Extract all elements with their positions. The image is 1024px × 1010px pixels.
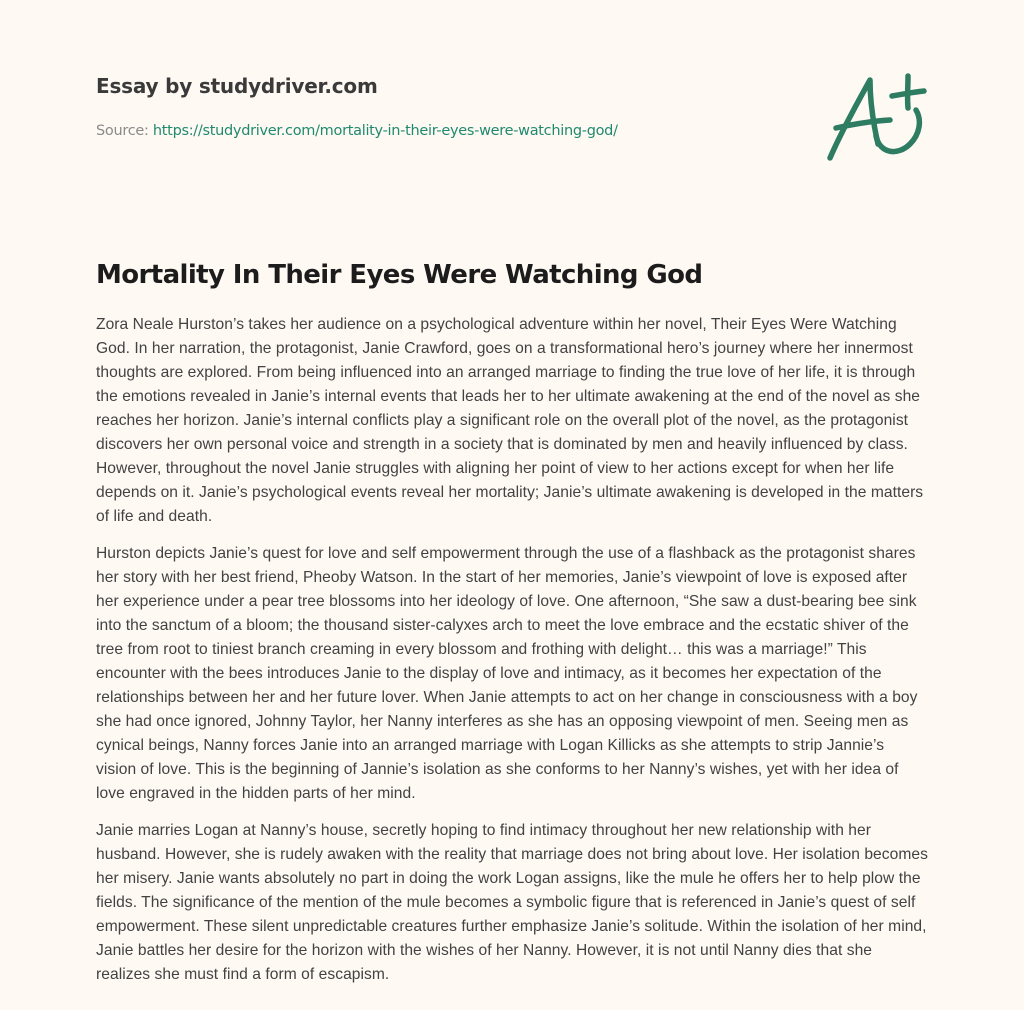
article-paragraph: Zora Neale Hurston’s takes her audience on a psychological adventure within her novel, Their Eyes Were Watching God. In her narration, the protagonist, Janie Crawford, goes on a transformational hero’s journey where her innermost thoughts are explored. From being influenced into an arranged marriage to finding the true love of her life, it is through the emotions revealed in Janie’s internal events that leads her to her ultimate awakening at the end of the novel as she reaches her horizon. Janie’s internal conflicts play a significant role on the overall plot of the novel, as the protagonist discovers her own personal voice and strength in a society that is dominated by men and heavily influenced by class. However, throughout the novel Janie struggles with aligning her point of view to her actions except for when her life depends on it. Janie’s psychological events reveal her mortality; Janie’s ultimate awakening is developed in the matters of life and death. — [96, 316, 924, 525]
a-plus-grade-icon — [820, 64, 930, 168]
article-paragraph: Hurston depicts Janie’s quest for love and self empowerment through the use of a flashback as the protagonist shares her story with her best friend, Pheoby Watson. In the start of her memories, Janie’s viewpoint of love is exposed after her experience under a pear tree blossoms into her ideology of love. One afternoon, “She saw a dust-bearing bee sink into the sanctum of a bloom; the thousand sister-calyxes arch to meet the love embrace and the ecstatic shiver of the tree from root to tiniest branch creaming in every blossom and frothing with delight… this was a marriage!” This encounter with the bees introduces Janie to the display of love and intimacy, as it becomes her expectation of the relationships between her and her future lover. When Janie attempts to act on her change in consciousness with a boy she had once ignored, Johnny Taylor, her Nanny interferes as she has an opposing viewpoint of men. Seeing men as cynical beings, Nanny forces Janie into an arranged marriage with Logan Killicks as she attempts to strip Jannie’s vision of love. This is the beginning of Jannie’s isolation as she conforms to her Nanny’s wishes, yet with her idea of love engraved in the hidden parts of her mind. — [96, 545, 918, 802]
article — [96, 257, 928, 1000]
page-header — [96, 74, 928, 139]
source-line — [96, 123, 928, 139]
site-title: Essay by studydriver.com — [96, 74, 378, 98]
source-label: Source: — [96, 123, 149, 139]
article-title: Mortality In Their Eyes Were Watching God — [96, 260, 703, 290]
article-paragraph: Janie marries Logan at Nanny’s house, secretly hoping to find intimacy throughout her new relationship with her husband. However, she is rudely awaken with the reality that marriage does not bring about love. Her isolation becomes her misery. Janie wants absolutely no part in doing the work Logan assigns, like the mule he offers her to help plow the fields. The significance of the mention of the mule becomes a symbolic figure that is referenced in Janie’s quest of self empowerment. These silent unpredictable creatures further emphasize Janie’s solitude. Within the isolation of her mind, Janie battles her desire for the horizon with the wishes of her Nanny. However, it is not until Nanny dies that she realizes she must find a form of escapism. — [96, 822, 928, 983]
source-link[interactable]: https://studydriver.com/mortality-in-their-eyes-were-watching-god/ — [152, 123, 618, 139]
